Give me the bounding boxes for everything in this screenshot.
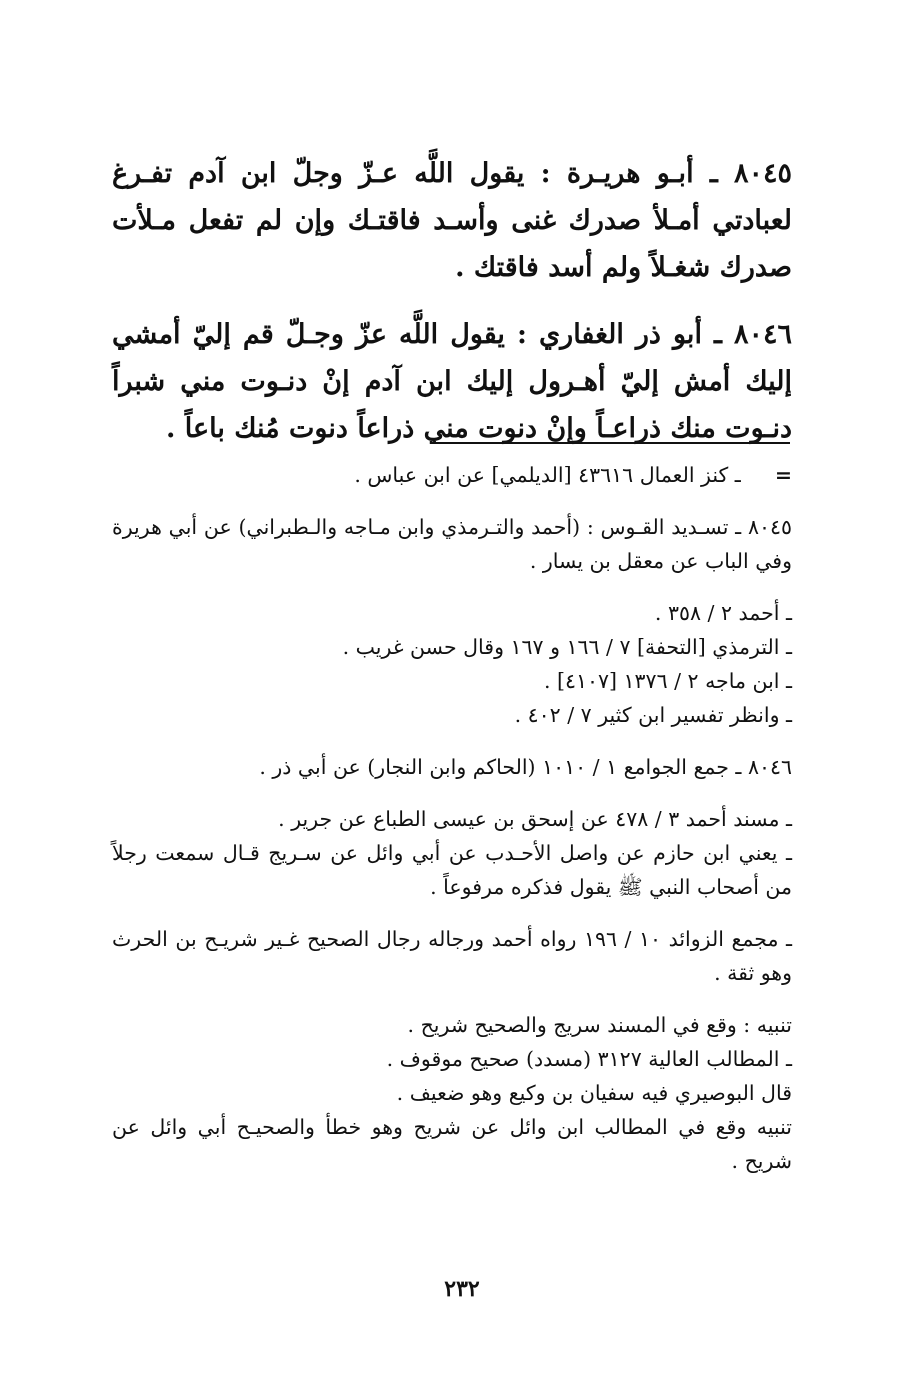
footnote-text: قال البوصيري فيه سفيان بن وكيع وهو ضعيف . bbox=[396, 1081, 792, 1105]
footnote-line bbox=[112, 596, 792, 630]
page-number: ٢٣٢ bbox=[444, 1276, 480, 1302]
footnote-line bbox=[112, 1076, 792, 1110]
footnote-text: ٨٠٤٥ ـ تسـديد القـوس : (أحمد والتـرمذي وابن مـاجه والـطبراني) عن أبي هريرة وفي الباب عن معقل بن يسار . bbox=[112, 515, 792, 573]
footnote-text: ـ مجمع الزوائد ١٠ / ١٩٦ رواه أحمد ورجاله رجال الصحيح غـير شريـح بن الحرث وهو ثقة . bbox=[112, 927, 792, 985]
footnote-line bbox=[112, 664, 792, 698]
footnote-text: ـ وانظر تفسير ابن كثير ٧ / ٤٠٢ . bbox=[514, 703, 792, 727]
footnote-text: ـ يعني ابن حازم عن واصل الأحـدب عن أبي وائل عن سـريج قـال سمعت رجلاً من أصحاب النبي ﷺ يقول فذكره مرفوعاً . bbox=[112, 841, 792, 899]
footnote-line bbox=[112, 510, 792, 578]
hadith-number: ٨٠٤٥ bbox=[734, 158, 793, 189]
hadith-body: يقول اللَّه عـزّ وجلّ ابن آدم تفـرغ لعبادتي أمـلأ صدرك غنى وأسـد فاقتـك وإن لم تفعل مـلأت صدرك شغـلاً ولم أسد فاقتك . bbox=[112, 158, 792, 283]
footnote-text: ـ أحمد ٢ / ٣٥٨ . bbox=[654, 601, 792, 625]
hadith-text-block bbox=[112, 150, 792, 452]
footnote-text: ـ كنز العمال ٤٣٦١٦ [الديلمي] عن ابن عباس . bbox=[354, 463, 741, 487]
footnote-line bbox=[112, 1008, 792, 1042]
narrator-name: أبو ذر الغفاري : bbox=[517, 319, 702, 350]
hadith-8046: ٨٠٤٦ ـ أبو ذر الغفاري : يقول اللَّه عزّ وجـلّ قم إليّ أمشي إليك أمش إليّ أهـرول إليك ابن آدم إنْ دنـوت مني شبراً دنـوت منك ذراعـاً وإنْ دنوت مني ذراعاً دنوت مُنك باعاً . bbox=[112, 319, 792, 444]
hadith-8045: ٨٠٤٥ ـ أبـو هريـرة : يقول اللَّه عـزّ وجلّ ابن آدم تفـرغ لعبادتي أمـلأ صدرك غنى وأسـد فاقتـك وإن لم تفعل مـلأت صدرك شغـلاً ولم أسد فاقتك . bbox=[112, 158, 793, 283]
footnote-text: ـ مسند أحمد ٣ / ٤٧٨ عن إسحق بن عيسى الطباع عن جرير . bbox=[278, 807, 792, 831]
footnote-line bbox=[112, 698, 792, 732]
footnote-text: ـ الترمذي [التحفة] ٧ / ١٦٦ و ١٦٧ وقال حسن غريب . bbox=[342, 635, 792, 659]
footnote-line bbox=[112, 458, 792, 492]
footnote-line bbox=[112, 836, 792, 904]
footnote-text: تنبيه وقع في المطالب ابن وائل عن شريح وهو خطأ والصحيـح أبي وائل عن شريح . bbox=[112, 1115, 792, 1173]
footnote-line bbox=[112, 1110, 792, 1178]
footnote-text: ـ المطالب العالية ٣١٢٧ (مسدد) صحيح موقوف . bbox=[386, 1047, 792, 1071]
spacer bbox=[112, 990, 792, 1008]
footnote-line bbox=[112, 922, 792, 990]
narrator-name: أبـو هريـرة : bbox=[540, 158, 694, 189]
footnotes-block bbox=[112, 458, 792, 1178]
spacer bbox=[112, 492, 792, 510]
footnote-text: ـ ابن ماجه ٢ / ١٣٧٦ [٤١٠٧] . bbox=[543, 669, 792, 693]
footnote-line bbox=[112, 630, 792, 664]
footnote-text: تنبيه : وقع في المسند سريج والصحيح شريح . bbox=[407, 1013, 792, 1037]
spacer bbox=[112, 784, 792, 802]
footnote-text: ٨٠٤٦ ـ جمع الجوامع ١ / ١٠١٠ (الحاكم وابن النجار) عن أبي ذر . bbox=[259, 755, 792, 779]
footnote-line bbox=[112, 802, 792, 836]
spacer bbox=[112, 578, 792, 596]
footnote-line bbox=[112, 750, 792, 784]
spacer bbox=[112, 732, 792, 750]
footnote-line bbox=[112, 1042, 792, 1076]
spacer bbox=[112, 904, 792, 922]
hadith-number: ٨٠٤٦ bbox=[733, 319, 792, 350]
hadith-body: يقول اللَّه عزّ وجـلّ قم إليّ أمشي إليك أمش إليّ أهـرول إليك ابن آدم إنْ دنـوت مني شبراً دنـوت منك ذراعـاً وإنْ دنوت مني ذراعاً دنوت مُنك باعاً . bbox=[112, 319, 792, 444]
continuation-mark: = bbox=[774, 463, 792, 487]
footnote-separator bbox=[430, 442, 790, 444]
